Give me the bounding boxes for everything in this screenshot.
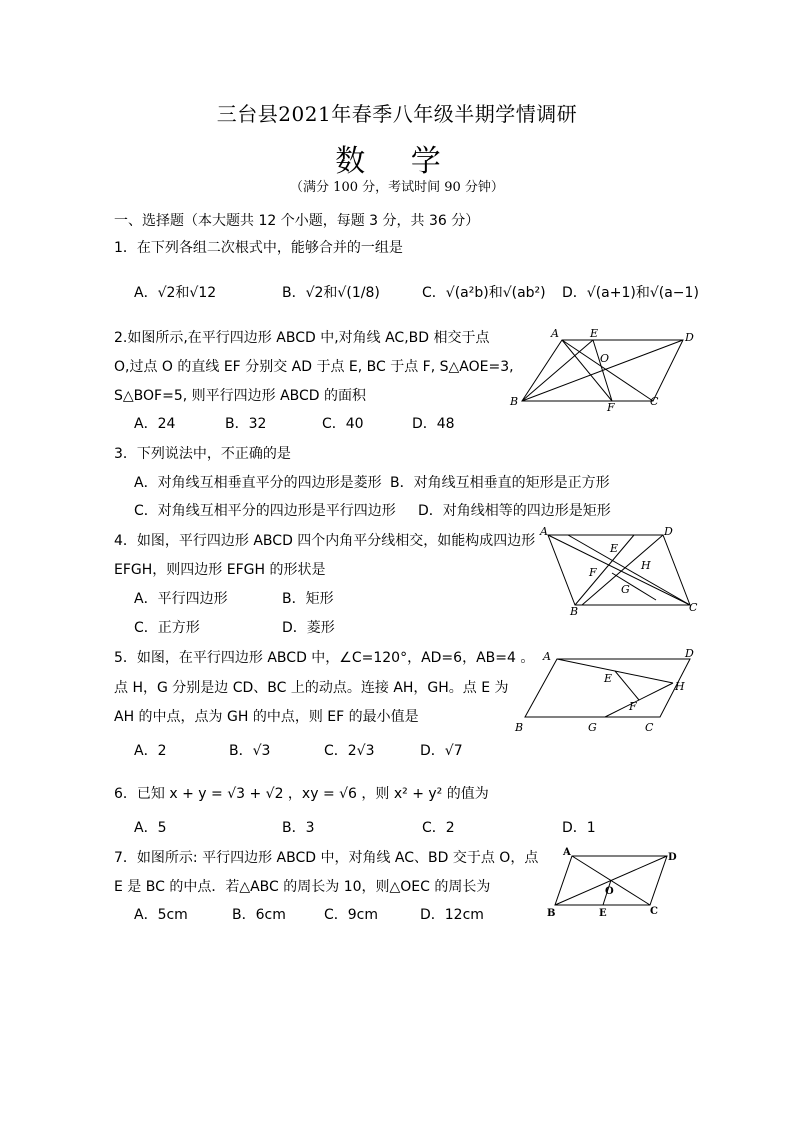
q4-label-d: D <box>664 525 673 538</box>
q7-option-b: B．6cm <box>232 907 286 923</box>
q7-line1: 7．如图所示: 平行四边形 ABCD 中，对角线 AC、BD 交于点 O，点 <box>114 850 539 866</box>
q4-option-c: C．正方形 <box>134 620 200 636</box>
q3-stem: 3．下列说法中，不正确的是 <box>114 446 291 462</box>
q3-option-d: D．对角线相等的四边形是矩形 <box>418 503 611 519</box>
q7-figure <box>540 843 710 921</box>
q5-figure <box>510 645 702 737</box>
subject-title: 数 学 <box>335 144 459 179</box>
q5-option-b: B．√3 <box>229 743 271 759</box>
q4-bisector-a <box>548 535 690 605</box>
q7-option-c: C．9cm <box>324 907 379 923</box>
exam-note: （满分 100 分，考试时间 90 分钟） <box>290 180 504 195</box>
q4-figure <box>538 525 700 617</box>
q2-line1: 2.如图所示,在平行四边形 ABCD 中,对角线 AC,BD 相交于点 <box>114 330 490 346</box>
q7-label-d: D <box>668 852 677 863</box>
q2-option-d: D．48 <box>412 416 455 432</box>
q2-option-a: A．24 <box>134 416 176 432</box>
q1-option-b: B．√2和√(1/8) <box>282 285 380 301</box>
q2-line2: O,过点 O 的直线 EF 分别交 AD 于点 E, BC 于点 F, S△AOE=3, <box>114 359 514 375</box>
q2-label-c: C <box>650 395 659 408</box>
q4-line2: EFGH，则四边形 EFGH 的形状是 <box>114 562 326 578</box>
q5-label-e: E <box>604 672 613 685</box>
q7-label-o: O <box>605 886 614 897</box>
q5-parallelogram <box>525 659 690 717</box>
q2-diagonal-ac <box>562 340 653 401</box>
q5-label-g: G <box>588 721 597 734</box>
q5-label-f: F <box>629 700 637 713</box>
q2-label-a: A <box>551 327 559 340</box>
q4-option-b: B．矩形 <box>282 591 334 607</box>
q2-label-b: B <box>510 395 519 408</box>
q1-option-a: A．√2和√12 <box>134 285 217 301</box>
q2-label-e: E <box>590 327 599 340</box>
q5-option-c: C．2√3 <box>324 743 375 759</box>
q1-option-c: C．√(a²b)和√(ab²) <box>422 285 546 301</box>
q4-label-h: H <box>641 559 651 572</box>
q2-line-ef <box>593 340 612 401</box>
q2-label-f: F <box>607 401 615 411</box>
q2-figure <box>505 325 700 411</box>
q6-option-b: B．3 <box>282 820 315 836</box>
q5-line3: AH 的中点，点为 GH 的中点，则 EF 的最小值是 <box>114 709 419 725</box>
q2-label-o: O <box>600 352 610 365</box>
q2-line-af <box>562 340 612 401</box>
q7-option-a: A．5cm <box>134 907 188 923</box>
q4-label-b: B <box>570 605 579 617</box>
q2-line-eb <box>522 340 593 401</box>
q4-line1: 4．如图，平行四边形 ABCD 四个内角平分线相交，如能构成四边形 <box>114 533 536 549</box>
q2-option-b: B．32 <box>225 416 267 432</box>
q4-label-f: F <box>589 566 597 579</box>
q5-label-c: C <box>645 721 654 734</box>
q7-label-c: C <box>650 906 658 917</box>
q3-option-c: C．对角线互相平分的四边形是平行四边形 <box>134 503 396 519</box>
q7-option-d: D．12cm <box>420 907 484 923</box>
section-heading: 一、选择题（本大题共 12 个小题，每题 3 分，共 36 分） <box>114 213 480 229</box>
q5-label-h: H <box>675 680 685 693</box>
q2-label-d: D <box>685 331 694 344</box>
q3-option-a: A．对角线互相垂直平分的四边形是菱形 <box>134 475 382 491</box>
q3-option-b: B．对角线互相垂直的矩形是正方形 <box>390 475 610 491</box>
q7-label-e: E <box>599 908 607 919</box>
q4-label-c: C <box>689 601 698 614</box>
q7-label-a: A <box>563 847 571 858</box>
q6-stem: 6．已知 x + y = √3 + √2 ，xy = √6 ，则 x² + y² 的值为 <box>114 786 489 802</box>
q6-option-a: A．5 <box>134 820 167 836</box>
q2-option-c: C．40 <box>322 416 364 432</box>
q5-line1: 5．如图，在平行四边形 ABCD 中，∠C=120°，AD=6，AB=4 。 <box>114 650 535 666</box>
q4-option-a: A．平行四边形 <box>134 591 228 607</box>
q4-option-d: D．菱形 <box>282 620 335 636</box>
q4-label-g: G <box>621 583 630 596</box>
q5-line2: 点 H，G 分别是边 CD、BC 上的动点。连接 AH，GH。点 E 为 <box>114 680 509 696</box>
q5-label-b: B <box>515 721 524 734</box>
q5-option-a: A．2 <box>134 743 167 759</box>
q6-option-c: C．2 <box>422 820 455 836</box>
q5-label-a: A <box>543 650 551 663</box>
q5-label-d: D <box>685 647 694 660</box>
q1-stem: 1．在下列各组二次根式中，能够合并的一组是 <box>114 240 403 256</box>
q1-option-d: D．√(a+1)和√(a−1) <box>562 285 699 301</box>
q6-option-d: D．1 <box>562 820 596 836</box>
q4-label-e: E <box>610 542 619 555</box>
exam-title: 三台县2021年春季八年级半期学情调研 <box>216 102 578 126</box>
q2-line3: S△BOF=5, 则平行四边形 ABCD 的面积 <box>114 388 367 404</box>
q5-option-d: D．√7 <box>420 743 463 759</box>
q4-label-a: A <box>540 525 548 538</box>
q7-label-b: B <box>547 908 556 919</box>
q7-line2: E 是 BC 的中点．若△ABC 的周长为 10，则△OEC 的周长为 <box>114 879 491 895</box>
